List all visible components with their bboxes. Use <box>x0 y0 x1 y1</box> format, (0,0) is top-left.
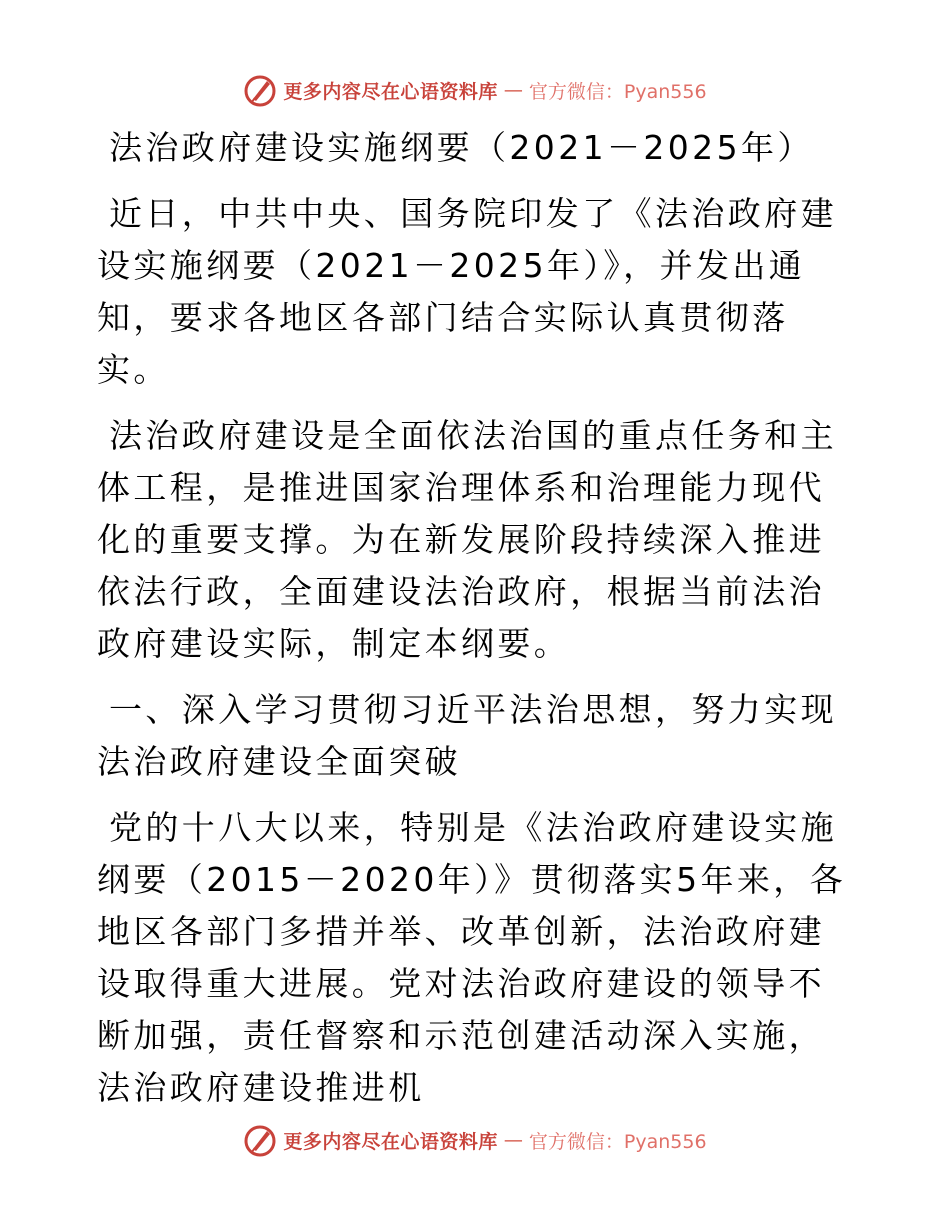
footer-wechat-id: 官方微信：Pyan556 <box>528 1130 707 1153</box>
section-heading-1: 一、深入学习贯彻习近平法治思想，努力实现法治政府建设全面突破 <box>97 690 837 781</box>
quill-pen-logo-icon <box>243 1123 277 1157</box>
header-separator: — <box>503 79 523 101</box>
document-title: 法治政府建设实施纲要（2021－2025年） <box>109 128 814 167</box>
paragraph-2: 法治政府建设是全面依法治国的重点任务和主体工程，是推进国家治理体系和治理能力现代化的重要支撑。为在新发展阶段持续深入推进依法行政，全面建设法治政府，根据当前法治政府建设实际，制定本纲要。 <box>97 416 837 663</box>
paragraph-1: 近日，中共中央、国务院印发了《法治政府建设实施纲要（2021－2025年）》，并发出通知，要求各地区各部门结合实际认真贯彻落实。 <box>97 194 837 389</box>
footer-separator: — <box>503 1129 523 1151</box>
footer-site-name: 更多内容尽在心语资料库 <box>283 1130 498 1153</box>
quill-pen-logo-icon <box>243 73 277 107</box>
header-site-name: 更多内容尽在心语资料库 <box>283 80 498 103</box>
paragraph-3: 党的十八大以来，特别是《法治政府建设实施纲要（2015－2020年）》贯彻落实5年来，各地区各部门多措并举、改革创新，法治政府建设取得重大进展。党对法治政府建设的领导不断加强，责任督察和示范创建活动深入实施，法治政府建设推进机 <box>97 808 847 1107</box>
header-wechat-id: 官方微信：Pyan556 <box>528 80 707 103</box>
document-body <box>97 122 857 1128</box>
header-watermark-banner <box>0 70 950 110</box>
footer-watermark-banner <box>0 1120 950 1160</box>
